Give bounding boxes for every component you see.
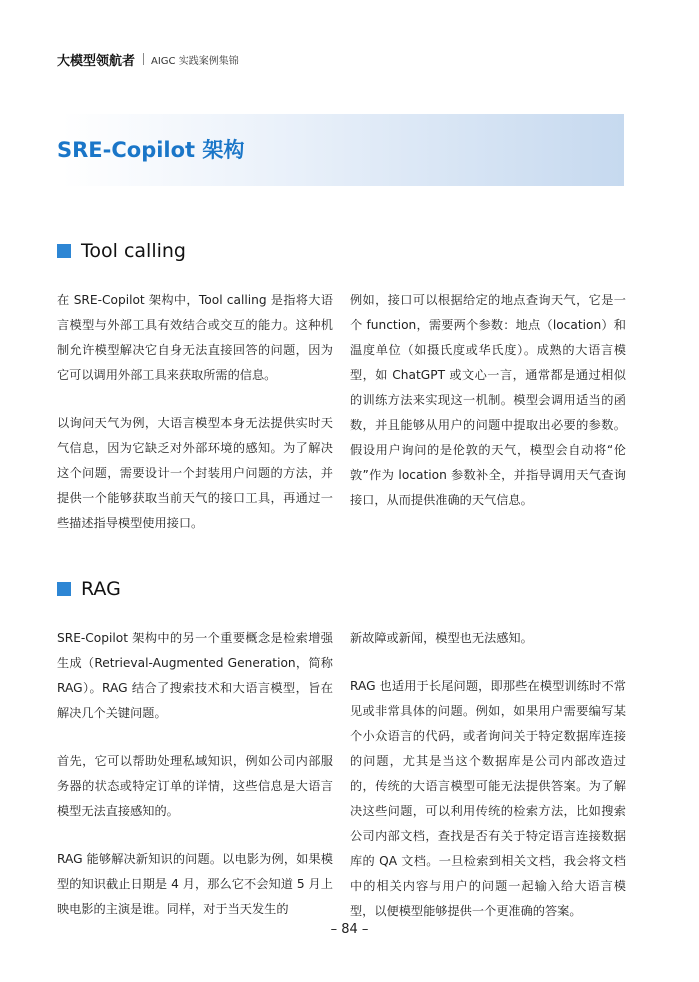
header-brand: 大模型领航者: [57, 53, 136, 69]
header-subtitle: AIGC 实践案例集锦: [151, 55, 239, 67]
section-marker-icon: [57, 582, 71, 596]
section-title: RAG: [81, 578, 121, 600]
header-divider: [143, 53, 144, 65]
paragraph: 首先，它可以帮助处理私域知识，例如公司内部服务器的状态或特定订单的详情，这些信息是大语言模型无法直接感知的。: [57, 754, 333, 818]
section-marker-icon: [57, 244, 71, 258]
paragraph: SRE-Copilot 架构中的另一个重要概念是检索增强生成（Retrieval-Augmented Generation，简称 RAG）。RAG 结合了搜索技术和大语言模型，旨在解决几个关键问题。: [57, 631, 333, 720]
running-header: [57, 50, 239, 68]
section-2-right-column: [350, 626, 626, 924]
page-number: – 84 –: [330, 922, 369, 937]
section-title: Tool calling: [81, 240, 186, 262]
page-title: SRE-Copilot 架构: [57, 138, 245, 162]
section-heading-rag: [57, 578, 121, 600]
section-heading-tool-calling: [57, 240, 186, 262]
section-1-left-column: [57, 288, 333, 536]
paragraph: 在 SRE-Copilot 架构中，Tool calling 是指将大语言模型与外部工具有效结合或交互的能力。这种机制允许模型解决它自身无法直接回答的问题，因为它可以调用外部工具来获取所需的信息。: [57, 293, 333, 382]
section-1-right-column: [350, 288, 626, 513]
section-2-left-column: [57, 626, 333, 922]
paragraph: 以询问天气为例，大语言模型本身无法提供实时天气信息，因为它缺乏对外部环境的感知。为了解决这个问题，需要设计一个封装用户问题的方法，并提供一个能够获取当前天气的接口工具，再通过一些描述指导模型使用接口。: [57, 416, 333, 530]
paragraph: 新故障或新闻，模型也无法感知。: [350, 631, 533, 645]
paragraph: RAG 也适用于长尾问题，即那些在模型训练时不常见或非常具体的问题。例如，如果用户需要编写某个小众语言的代码，或者询问关于特定数据库连接的问题，尤其是当这个数据库是公司内部改造过的，传统的大语言模型可能无法提供答案。为了解决这些问题，可以利用传统的检索方法，比如搜索公司内部文档，查找是否有关于特定语言连接数据库的 QA 文档。一旦检索到相关文档，我会将文档中的相关内容与用户的问题一起输入给大语言模型，以便模型能够提供一个更准确的答案。: [350, 679, 626, 918]
paragraph: 例如，接口可以根据给定的地点查询天气，它是一个 function，需要两个参数：地点（location）和温度单位（如摄氏度或华氏度）。成熟的大语言模型，如 ChatGPT 或文心一言，通常都是通过相似的训练方法来实现这一机制。模型会调用适当的函数，并且能够从用户的问题中提取出必要的参数。假设用户询问的是伦敦的天气，模型会自动将“伦敦”作为 location 参数补全，并指导调用天气查询接口，从而提供准确的天气信息。: [350, 293, 626, 507]
paragraph: RAG 能够解决新知识的问题。以电影为例，如果模型的知识截止日期是 4 月，那么它不会知道 5 月上映电影的主演是谁。同样，对于当天发生的: [57, 852, 333, 916]
